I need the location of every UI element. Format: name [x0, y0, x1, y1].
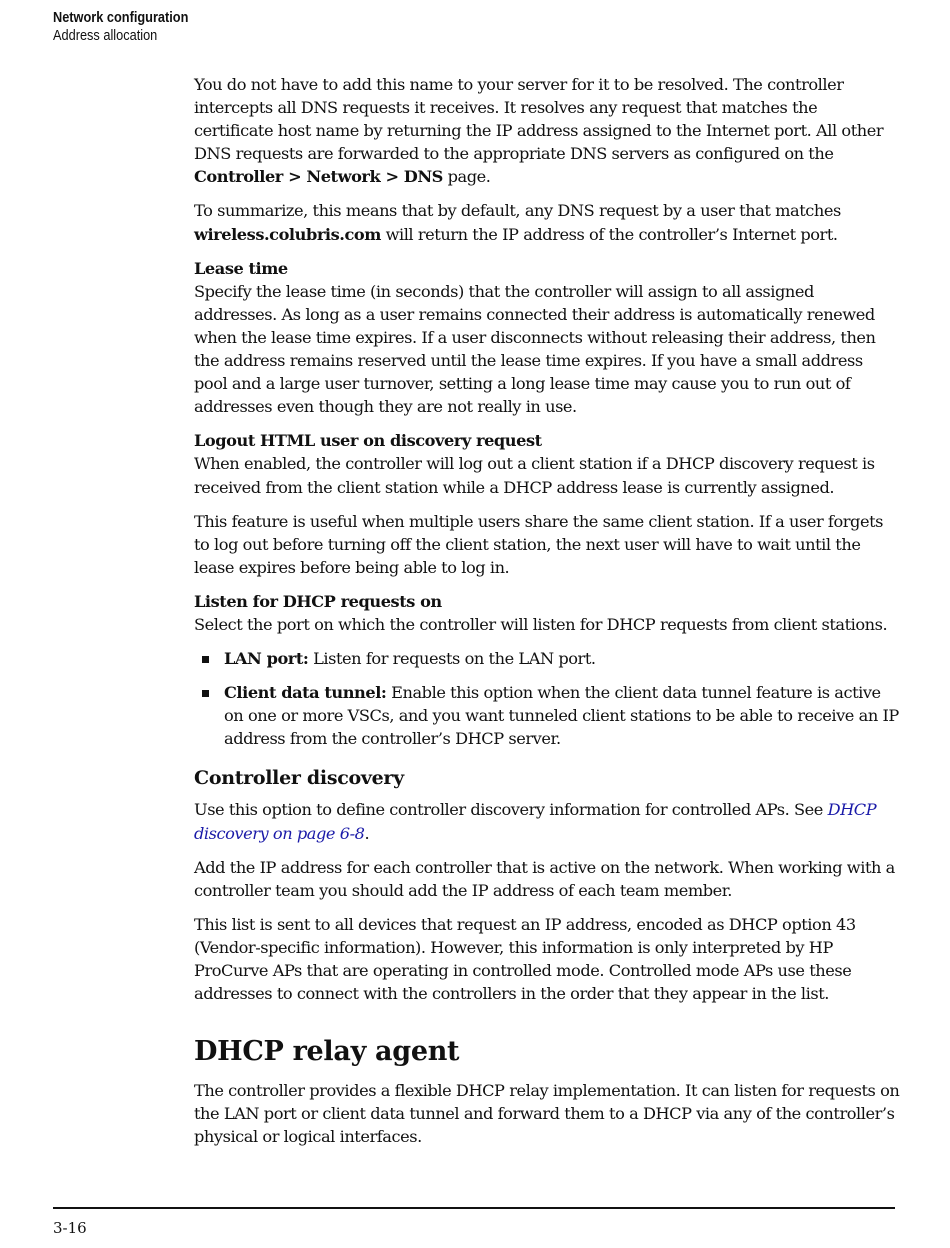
list-item [194, 681, 900, 750]
dns-paragraph [194, 73, 900, 188]
summary-paragraph-tail: will return the IP address of the controller’s Internet port. [380, 224, 838, 244]
host-name: wireless.colubris.com [194, 224, 381, 244]
logout-feature-paragraph: This feature is useful when multiple users share the same client station. If a user forgets to log out before turning off the client station, the next user will have to wait until the lease expires before being able to log in. [194, 511, 884, 577]
running-head-chapter: Network configuration [53, 10, 189, 26]
running-head-section: Address allocation [53, 28, 158, 44]
page-content [194, 73, 900, 1159]
page-number: 3-16 [53, 1219, 87, 1237]
logout-term: Logout HTML user on discovery request [194, 431, 542, 451]
controller-discovery-tail: . [364, 823, 370, 843]
port-options-list [194, 647, 900, 750]
add-ip-paragraph: Add the IP address for each controller that is active on the network. When working with a controller team you should add the IP address of each team member. [194, 857, 895, 900]
square-bullet-icon [202, 690, 209, 697]
summary-paragraph-text: To summarize, this means that by default, any DNS request by a user that matches [194, 201, 841, 221]
bullet-text: Enable this option when the client data tunnel feature is active on one or more VSCs, and you want tunneled client stations to be able to receive an IP address from the controller’s DHCP server. [224, 683, 899, 749]
logout-entry [194, 429, 900, 498]
square-bullet-icon [202, 656, 209, 663]
listen-term: Listen for DHCP requests on [194, 591, 442, 611]
controller-discovery-paragraph [194, 798, 900, 844]
dns-paragraph-text: You do not have to add this name to your server for it to be resolved. The controller intercepts all DNS requests it receives. It resolves any request that matches the certificate host name by returning the IP address assigned to the Internet port. All other DNS requests are forwarded to the appropriate DNS servers as configured on the [194, 75, 884, 164]
lease-time-description: Specify the lease time (in seconds) that the controller will assign to all assigned addresses. As long as a user remains connected their address is automatically renewed when the lease time expires. If a user disconnects without releasing their address, then the address remains reserved until the lease time expires. If you have a small address pool and a large user turnover, setting a long lease time may cause you to run out of addresses even though they are not really in use. [194, 281, 876, 417]
dns-menu-path: Controller > Network > DNS [194, 167, 443, 187]
list-item [194, 647, 900, 670]
summary-paragraph [194, 199, 900, 245]
controller-discovery-text: Use this option to define controller discovery information for controlled APs. See [194, 800, 828, 820]
dhcp-relay-paragraph: The controller provides a flexible DHCP relay implementation. It can listen for requests on the LAN port or client data tunnel and forward them to a DHCP via any of the controller’s physical or logical interfaces. [194, 1081, 900, 1147]
footer-divider [53, 1207, 895, 1209]
lease-time-entry [194, 257, 900, 419]
logout-description: When enabled, the controller will log out a client station if a DHCP discovery request is received from the client station while a DHCP address lease is currently assigned. [194, 454, 875, 497]
dns-paragraph-tail: page. [442, 167, 491, 187]
dhcp-discovery-link[interactable]: DHCP discovery on page 6-8 [194, 800, 877, 843]
bullet-text: Listen for requests on the LAN port. [308, 649, 596, 669]
bullet-label: LAN port: [224, 649, 309, 669]
dhcp-relay-heading: DHCP relay agent [194, 1036, 460, 1068]
bullet-label: Client data tunnel: [224, 683, 387, 703]
lease-time-term: Lease time [194, 258, 288, 278]
controller-discovery-heading: Controller discovery [194, 767, 404, 790]
listen-description: Select the port on which the controller will listen for DHCP requests from client stations. [194, 614, 888, 634]
running-head [53, 9, 188, 45]
option-43-paragraph: This list is sent to all devices that request an IP address, encoded as DHCP option 43 (Vendor-specific information). However, this information is only interpreted by HP ProCurve APs that are operating in controlled mode. Controlled mode APs use these addresses to connect with the controllers in the order that they appear in the list. [194, 914, 856, 1004]
listen-entry [194, 590, 900, 636]
